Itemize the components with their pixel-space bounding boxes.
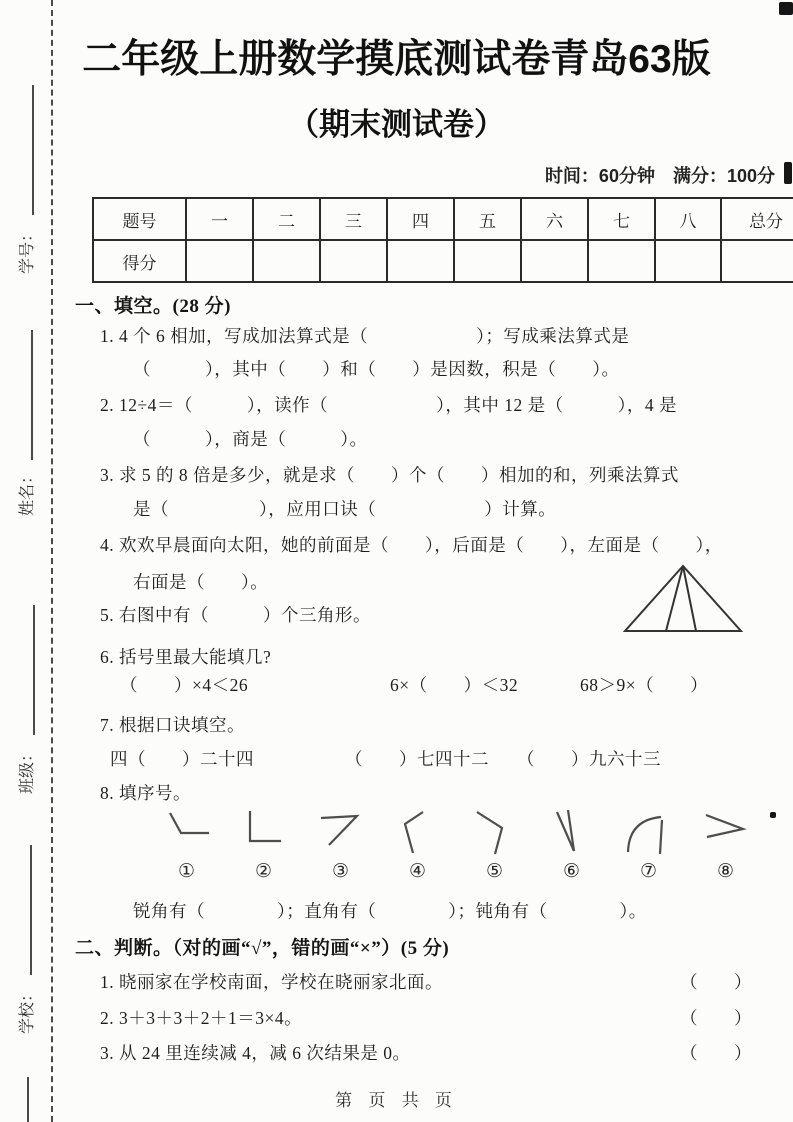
score-table-header-cell: 八	[655, 198, 721, 240]
angle-figure-1	[148, 808, 225, 883]
seal-label-student-id: 学号：	[19, 226, 36, 275]
score-cell	[320, 240, 387, 282]
inequality-item: 6×（ ）＜32	[390, 675, 519, 695]
page-footer: 第 页 共 页	[335, 1091, 458, 1110]
seal-dashed-line	[51, 0, 53, 1122]
figure-label: ⑥	[562, 861, 581, 882]
score-cell	[387, 240, 454, 282]
score-table-header-row	[93, 198, 793, 240]
angle-figure-6	[533, 808, 610, 883]
section1-heading: 一、填空。(28 分)	[75, 296, 231, 317]
score-cell	[521, 240, 588, 282]
figure-label: ⑤	[485, 861, 504, 882]
question-line: 4. 欢欢早晨面向太阳，她的前面是（ ），后面是（ ），左面是（ ），	[100, 535, 723, 555]
score-table-header-cell: 七	[588, 198, 655, 240]
figure-label: ⑦	[639, 861, 658, 882]
question-line: 右面是（ ）。	[133, 572, 269, 592]
score-table-header-cell: 二	[253, 198, 320, 240]
question-line: （ ），商是（ ）。	[133, 429, 368, 449]
judge-answer-parens: （ ）	[680, 972, 752, 992]
right-angle-icon	[236, 808, 292, 858]
mnemonic-item: 四（ ）二十四	[110, 749, 254, 769]
score-cell	[721, 240, 793, 282]
judge-answer-parens: （ ）	[680, 1008, 752, 1028]
score-table-score-row	[93, 240, 793, 282]
angle-figure-2	[225, 808, 302, 883]
judge-question-text: 1. 晓丽家在学校南面，学校在晓丽家北面。	[100, 972, 443, 992]
obtuse-angle-icon	[467, 808, 523, 858]
acute-angle-icon	[313, 808, 369, 858]
angle-figure-4	[379, 808, 456, 883]
time-score-info: 时间：60分钟 满分：100分	[544, 166, 775, 186]
seal-blank-line	[30, 845, 32, 975]
triangle-figure	[616, 560, 748, 638]
angle-figure-5	[456, 808, 533, 883]
angle-answer-line: 锐角有（ ）；直角有（ ）；钝角有（ ）。	[133, 901, 647, 921]
seal-blank-line	[33, 605, 35, 735]
question-line: 6. 括号里最大能填几?	[100, 647, 272, 667]
score-table-header-cell: 五	[454, 198, 521, 240]
seal-label-school: 学校：	[19, 986, 36, 1035]
scan-noise-mark	[770, 812, 776, 818]
score-cell	[588, 240, 655, 282]
question-line: 是（ ），应用口诀（ ）计算。	[133, 499, 557, 519]
mnemonic-item: （ ）七四十二	[345, 749, 489, 769]
score-table-header-cell: 题号	[93, 198, 186, 240]
judge-answer-parens: （ ）	[680, 1043, 752, 1063]
section2-heading: 二、判断。（对的画“√”，错的画“×”）(5 分)	[75, 938, 450, 959]
mnemonic-item: （ ）九六十三	[517, 749, 661, 769]
obtuse-angle-icon	[159, 808, 215, 858]
paper-title: 二年级上册数学摸底测试卷青岛63版	[82, 38, 711, 81]
acute-angle-icon	[390, 808, 446, 858]
figure-label: ④	[408, 861, 427, 882]
score-cell	[253, 240, 320, 282]
score-table	[92, 197, 793, 283]
score-cell	[655, 240, 721, 282]
judge-question-text: 3. 从 24 里连续减 4，减 6 次结果是 0。	[100, 1043, 411, 1063]
curved-figure-icon	[621, 808, 677, 858]
score-row-label: 得分	[93, 240, 186, 282]
question-line: 8. 填序号。	[100, 783, 191, 803]
paper-subtitle: （期末测试卷）	[288, 107, 505, 142]
acute-angle-icon	[698, 808, 754, 858]
question-line: 1. 4 个 6 相加，写成加法算式是（ ）；写成乘法算式是	[100, 326, 630, 346]
inequality-item: （ ）×4＜26	[120, 675, 249, 695]
inequality-item: 68＞9×（ ）	[580, 675, 709, 695]
figure-label: ⑧	[716, 861, 735, 882]
question-line: 3. 求 5 的 8 倍是多少，就是求（ ）个（ ）相加的和，列乘法算式	[100, 465, 679, 485]
question-line: 5. 右图中有（ ）个三角形。	[100, 605, 371, 625]
figure-label: ②	[254, 861, 273, 882]
question-line: 2. 12÷4＝（ ），读作（ ），其中 12 是（ ），4 是	[100, 395, 677, 415]
score-table-header-cell: 总分	[721, 198, 793, 240]
seal-blank-line	[31, 330, 33, 460]
scan-noise-mark	[784, 162, 792, 184]
angle-figures-row	[148, 808, 764, 883]
angle-figure-3	[302, 808, 379, 883]
score-table-header-cell: 一	[186, 198, 253, 240]
seal-label-class: 班级：	[19, 746, 36, 795]
question-line: （ ），其中（ ）和（ ）是因数，积是（ ）。	[133, 359, 620, 379]
scan-noise-mark	[779, 2, 793, 15]
seal-label-name: 姓名：	[19, 468, 36, 517]
question-line: 7. 根据口诀填空。	[100, 715, 245, 735]
judge-question-text: 2. 3＋3＋3＋2＋1＝3×4。	[100, 1008, 303, 1028]
score-table-header-cell: 四	[387, 198, 454, 240]
score-cell	[186, 240, 253, 282]
score-cell	[454, 240, 521, 282]
angle-figure-8	[687, 808, 764, 883]
score-table-header-cell: 三	[320, 198, 387, 240]
score-table-header-cell: 六	[521, 198, 588, 240]
narrow-acute-angle-icon	[544, 808, 600, 858]
figure-label: ①	[177, 861, 196, 882]
figure-label: ③	[331, 861, 350, 882]
angle-figure-7	[610, 808, 687, 883]
